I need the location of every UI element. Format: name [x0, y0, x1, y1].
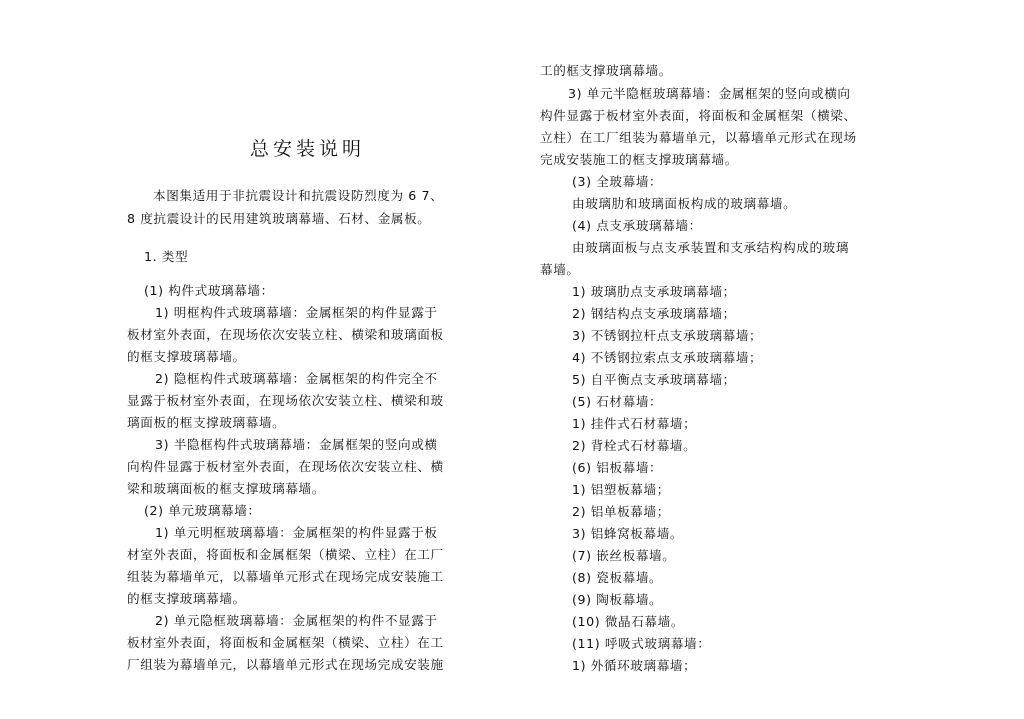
subsection-heading: (4) 点支承玻璃幕墙： [572, 218, 702, 233]
list-item: 3) 不锈钢拉杆点支承玻璃幕墙； [572, 328, 763, 343]
paragraph-line: 2) 单元隐框玻璃幕墙：金属框架的构件不显露于 [155, 613, 438, 628]
paragraph-line: 8 度抗震设计的民用建筑玻璃幕墙、石材、金属板。 [127, 211, 431, 226]
list-item: 1) 玻璃肋点支承玻璃幕墙； [572, 284, 736, 299]
paragraph-line: 工的框支撑玻璃幕墙。 [540, 63, 672, 78]
paragraph-line: 由玻璃肋和玻璃面板构成的玻璃幕墙。 [572, 196, 797, 211]
paragraph-line: 显露于板材室外表面，在现场依次安装立柱、横梁和玻 [127, 393, 444, 408]
subsection-heading: (6) 铝板幕墙： [572, 460, 663, 475]
subsection-heading: (1) 构件式玻璃幕墙： [144, 283, 274, 298]
list-item: 4) 不锈钢拉索点支承玻璃幕墙； [572, 350, 763, 365]
list-item: 2) 背栓式石材幕墙。 [572, 438, 697, 453]
paragraph-line: 幕墙。 [540, 262, 580, 277]
paragraph-line: 完成安装施工的框支撑玻璃幕墙。 [540, 152, 738, 167]
paragraph-line: 1) 明框构件式玻璃幕墙：金属框架的构件显露于 [155, 305, 438, 320]
paragraph-line: 向构件显露于板材室外表面，在现场依次安装立柱、横 [127, 459, 444, 474]
list-item: (9) 陶板幕墙。 [572, 592, 663, 607]
paragraph-line: 璃面板的框支撑玻璃幕墙。 [127, 415, 286, 430]
list-item: 1) 外循环玻璃幕墙； [572, 658, 697, 673]
paragraph-line: 3) 单元半隐框玻璃幕墙：金属框架的竖向或横向 [568, 86, 851, 101]
paragraph-line: 立柱）在工厂组装为幕墙单元，以幕墙单元形式在现场 [540, 130, 857, 145]
paragraph-line: 由玻璃面板与点支承装置和支承结构构成的玻璃 [572, 240, 850, 255]
paragraph-line: 1) 单元明框玻璃幕墙：金属框架的构件显露于板 [155, 525, 438, 540]
list-item: 5) 自平衡点支承玻璃幕墙； [572, 372, 736, 387]
list-item: 1) 挂件式石材幕墙； [572, 416, 697, 431]
list-item: (7) 嵌丝板幕墙。 [572, 548, 676, 563]
paragraph-line: 的框支撑玻璃幕墙。 [127, 591, 246, 606]
paragraph-line: 3) 半隐框构件式玻璃幕墙：金属框架的竖向或横 [155, 437, 438, 452]
page-title: 总安装说明 [250, 138, 366, 160]
paragraph-line: 组装为幕墙单元，以幕墙单元形式在现场完成安装施工 [127, 569, 444, 584]
list-item: (10) 微晶石幕墙。 [572, 614, 685, 629]
list-item: 2) 铝单板幕墙； [572, 504, 670, 519]
list-item: 2) 钢结构点支承玻璃幕墙； [572, 306, 736, 321]
paragraph-line: 板材室外表面，在现场依次安装立柱、横梁和玻璃面板 [127, 327, 444, 342]
paragraph-line: 材室外表面，将面板和金属框架（横梁、立柱）在工厂 [127, 547, 444, 562]
list-item: 1) 铝塑板幕墙； [572, 482, 670, 497]
paragraph-line: 本图集适用于非抗震设计和抗震设防烈度为 6 7、 [153, 188, 444, 203]
paragraph-line: 厂组装为幕墙单元，以幕墙单元形式在现场完成安装施 [127, 657, 444, 672]
list-item: 3) 铝蜂窝板幕墙。 [572, 526, 684, 541]
paragraph-line: 的框支撑玻璃幕墙。 [127, 349, 246, 364]
list-item: (8) 瓷板幕墙。 [572, 570, 663, 585]
paragraph-line: 2) 隐框构件式玻璃幕墙：金属框架的构件完全不 [155, 371, 438, 386]
section-heading: 1. 类型 [144, 249, 189, 264]
subsection-heading: (5) 石材幕墙： [572, 394, 663, 409]
subsection-heading: (2) 单元玻璃幕墙： [144, 503, 261, 518]
paragraph-line: 板材室外表面，将面板和金属框架（横梁、立柱）在工 [127, 635, 444, 650]
paragraph-line: 梁和玻璃面板的框支撑玻璃幕墙。 [127, 481, 325, 496]
paragraph-line: 构件显露于板材室外表面，将面板和金属框架（横梁、 [540, 108, 857, 123]
subsection-heading: (3) 全玻幕墙： [572, 174, 663, 189]
subsection-heading: (11) 呼吸式玻璃幕墙： [572, 636, 711, 651]
